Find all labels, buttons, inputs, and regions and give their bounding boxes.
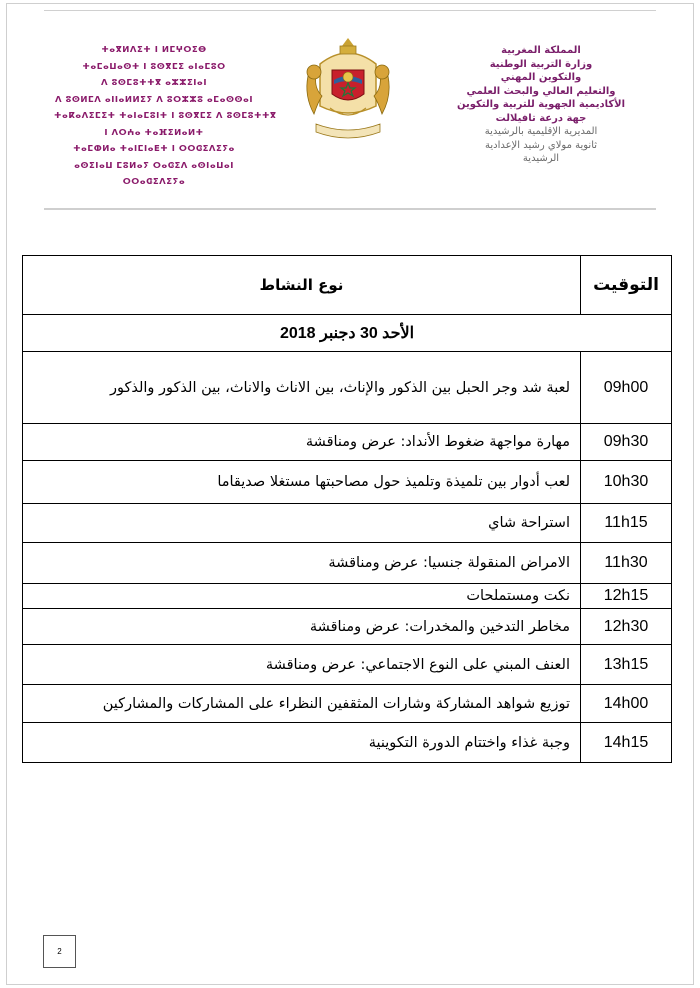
tifinagh-line: ⴷ ⵓⵙⵎⵓⵜⵜⴳ ⴰⵣⵣⵉⵏⴰⵏ	[101, 78, 207, 88]
arabic-line: جهة درعة تافيلالت	[495, 112, 587, 124]
time-cell: 14h00	[581, 685, 672, 723]
activity-cell: العنف المبني على النوع الاجتماعي: عرض ومناقشة	[23, 645, 581, 685]
activity-cell: توزيع شواهد المشاركة وشارات المثقفين النظراء على المشاركات والمشاركين	[23, 685, 581, 723]
letterhead	[44, 10, 656, 210]
time-cell: 13h15	[581, 645, 672, 685]
arabic-line: والتكوين المهني	[500, 72, 582, 83]
activity-cell: مخاطر التدخين والمخدرات: عرض ومناقشة	[23, 609, 581, 645]
arabic-line: المديرية الإقليمية بالرشيدية	[484, 126, 598, 137]
schedule-table	[22, 255, 672, 763]
arabic-line: الرشيدية	[522, 153, 560, 164]
tifinagh-line: ⵜⴰⴳⵍⴷⵉⵜ ⵏ ⵍⵎⵖⵔⵉⴱ	[101, 45, 207, 55]
activity-cell: نكت ومستملحات	[23, 584, 581, 609]
tifinagh-line: ⵜⴰⴽⴰⴷⵉⵎⵉⵜ ⵜⴰⵏⴰⵎⵓⵏⵜ ⵏ ⵓⵙⴳⵎⵉ ⴷ ⵓⵙⵎⵓⵜⵜⴳ	[54, 111, 277, 121]
letterhead-bottom-rule	[44, 208, 656, 210]
time-cell: 11h30	[581, 543, 672, 584]
table-row	[23, 723, 672, 763]
activity-cell: لعبة شد وجر الحبل بين الذكور والإناث، بين الاناث والاناث، بين الذكور والذكور	[23, 352, 581, 424]
activity-cell: وجبة غذاء واختتام الدورة التكوينية	[23, 723, 581, 763]
table-row	[23, 352, 672, 424]
coat-of-arms-emblem	[300, 36, 396, 148]
date-cell: الأحد 30 دجنبر 2018	[23, 315, 672, 352]
time-cell: 14h15	[581, 723, 672, 763]
table-row	[23, 685, 672, 723]
table-row	[23, 424, 672, 461]
table-row	[23, 543, 672, 584]
tifinagh-header	[54, 42, 277, 191]
arabic-line: وزارة التربية الوطنية	[489, 58, 593, 70]
table-row	[23, 504, 672, 543]
date-row	[23, 315, 672, 352]
arabic-line: والتعليم العالي والبحث العلمي	[466, 85, 616, 97]
table-header-row	[23, 256, 672, 315]
header-time: التوقيت	[581, 256, 672, 315]
time-cell: 12h15	[581, 584, 672, 609]
time-cell: 09h00	[581, 352, 672, 424]
table-row	[23, 609, 672, 645]
arabic-line: المملكة المغربية	[501, 45, 581, 56]
activity-cell: مهارة مواجهة ضغوط الأنداد: عرض ومناقشة	[23, 424, 581, 461]
table-row	[23, 584, 672, 609]
activity-cell: لعب أدوار بين تلميذة وتلميذ حول مصاحبتها مستغلا صديقاما	[23, 461, 581, 504]
tifinagh-line: ⴰⵙⵉⵏⴰⵡ ⵎⵓⵍⴰⵢ ⵔⴰⵛⵉⴷ ⴰⵙⵏⴰⵡⴰⵏ	[74, 160, 234, 171]
tifinagh-line: ⵔⵔⴰⵛⵉⴷⵉⵢⴰ	[122, 177, 186, 187]
tifinagh-line: ⵏ ⴷⵔⵄⴰ ⵜⴰⴼⵉⵍⴰⵍⵜ	[104, 127, 204, 138]
arabic-line: ثانوية مولاي رشيد الإعدادية	[484, 139, 598, 151]
time-cell: 10h30	[581, 461, 672, 504]
activity-cell: الامراض المنقولة جنسيا: عرض ومناقشة	[23, 543, 581, 584]
tifinagh-line: ⵜⴰⵎⵀⵍⴰ ⵜⴰⵏⵎⵏⴰⴹⵜ ⵏ ⵔⵔⵛⵉⴷⵉⵢⴰ	[73, 144, 235, 154]
header-activity: نوع النشاط	[23, 256, 581, 315]
tifinagh-line: ⴷ ⵓⵙⵍⵎⴷ ⴰⵏⵏⴰⵍⵍⵉⵢ ⴷ ⵓⵔⵣⵣⵓ ⴰⵎⴰⵙⵙⴰⵏ	[54, 94, 254, 105]
time-cell: 11h15	[581, 504, 672, 543]
table-row	[23, 461, 672, 504]
letterhead-top-rule	[44, 10, 656, 11]
time-cell: 09h30	[581, 424, 672, 461]
time-cell: 12h30	[581, 609, 672, 645]
page-number: 2	[43, 935, 76, 968]
schedule-table-wrapper	[22, 255, 672, 763]
arabic-header	[436, 44, 646, 166]
arabic-line: الأكاديمية الجهوية للتربية والتكوين	[456, 99, 626, 110]
activity-cell: استراحة شاي	[23, 504, 581, 543]
tifinagh-line: ⵜⴰⵎⴰⵡⴰⵙⵜ ⵏ ⵓⵙⴳⵎⵉ ⴰⵏⴰⵎⵓⵔ	[82, 61, 226, 72]
table-row	[23, 645, 672, 685]
